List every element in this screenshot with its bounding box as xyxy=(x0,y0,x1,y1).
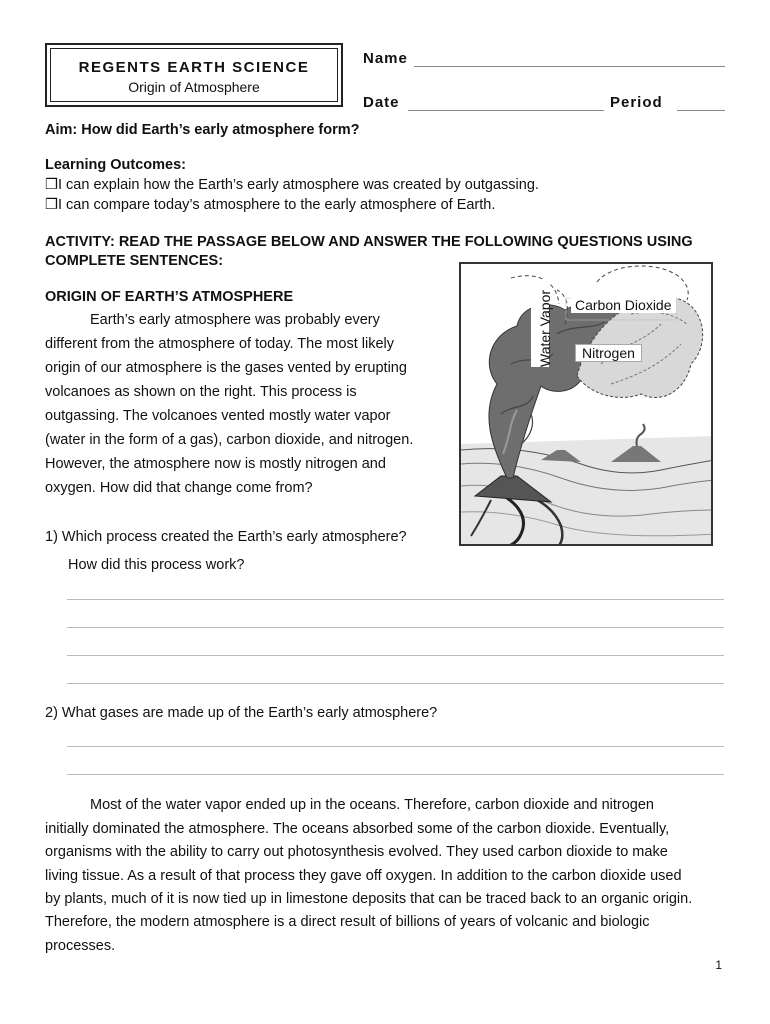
water-vapor-label: Water Vapor xyxy=(537,289,553,367)
period-field[interactable] xyxy=(677,110,725,111)
closing-line: processes. xyxy=(45,938,116,954)
passage-line: different from the atmosphere of today. The most likely xyxy=(45,336,394,352)
passage-line: origin of our atmosphere is the gases vented by erupting xyxy=(45,360,407,376)
answer-line[interactable] xyxy=(67,627,724,628)
answer-line[interactable] xyxy=(67,683,724,684)
question-2: 2) What gases are made up of the Earth’s early atmosphere? xyxy=(45,705,438,721)
closing-line: Therefore, the modern atmosphere is a direct result of billions of years of volcanic and biologic xyxy=(45,914,650,930)
passage-line: (water in the form of a gas), carbon dioxide, and nitrogen. xyxy=(45,432,414,448)
lesson-title: Origin of Atmosphere xyxy=(128,79,260,95)
outcomes-heading: Learning Outcomes: xyxy=(45,157,186,173)
closing-line: by plants, much of it is now tied up in limestone deposits that can be traced back to an organic origin. xyxy=(45,891,693,907)
name-field[interactable] xyxy=(414,66,725,67)
activity-instructions-line1: ACTIVITY: READ THE PASSAGE BELOW AND ANSWER THE FOLLOWING QUESTIONS USING xyxy=(45,234,693,250)
course-title-inner xyxy=(50,48,338,102)
aim-text: Aim: How did Earth’s early atmosphere form? xyxy=(45,122,360,138)
name-label: Name xyxy=(363,50,408,67)
outcome-item: ❒I can compare today’s atmosphere to the early atmosphere of Earth. xyxy=(45,197,496,213)
passage-line: volcanoes as shown on the right. This process is xyxy=(45,384,357,400)
answer-line[interactable] xyxy=(67,746,724,747)
page-number: 1 xyxy=(715,958,722,972)
passage-line: outgassing. The volcanoes vented mostly water vapor xyxy=(45,408,391,424)
passage-line: However, the atmosphere now is mostly nitrogen and xyxy=(45,456,386,472)
course-title: REGENTS EARTH SCIENCE xyxy=(78,59,310,76)
carbon-dioxide-label: Carbon Dioxide xyxy=(571,297,676,313)
passage-line: Earth’s early atmosphere was probably every xyxy=(90,312,380,328)
volcano-outgassing-illustration xyxy=(459,262,713,546)
activity-instructions-line2: COMPLETE SENTENCES: xyxy=(45,253,224,269)
nitrogen-label: Nitrogen xyxy=(575,344,642,362)
closing-line: living tissue. As a result of that process they gave off oxygen. In addition to the carbon dioxide used xyxy=(45,868,682,884)
closing-line: organisms with the ability to carry out photosynthesis evolved. They used carbon dioxide to make xyxy=(45,844,668,860)
date-label: Date xyxy=(363,94,400,111)
period-label: Period xyxy=(610,94,663,111)
closing-line: Most of the water vapor ended up in the oceans. Therefore, carbon dioxide and nitrogen xyxy=(90,797,654,813)
outcome-item: ❒I can explain how the Earth’s early atmosphere was created by outgassing. xyxy=(45,177,539,193)
closing-line: initially dominated the atmosphere. The oceans absorbed some of the carbon dioxide. Eventually, xyxy=(45,821,670,837)
question-1-followup: How did this process work? xyxy=(68,557,245,573)
date-field[interactable] xyxy=(408,110,604,111)
passage-line: oxygen. How did that change come from? xyxy=(45,480,313,496)
answer-line[interactable] xyxy=(67,655,724,656)
answer-line[interactable] xyxy=(67,774,724,775)
answer-line[interactable] xyxy=(67,599,724,600)
course-title-box xyxy=(45,43,343,107)
passage-heading: ORIGIN OF EARTH’S ATMOSPHERE xyxy=(45,289,294,305)
question-1: 1) Which process created the Earth’s early atmosphere? xyxy=(45,529,407,545)
